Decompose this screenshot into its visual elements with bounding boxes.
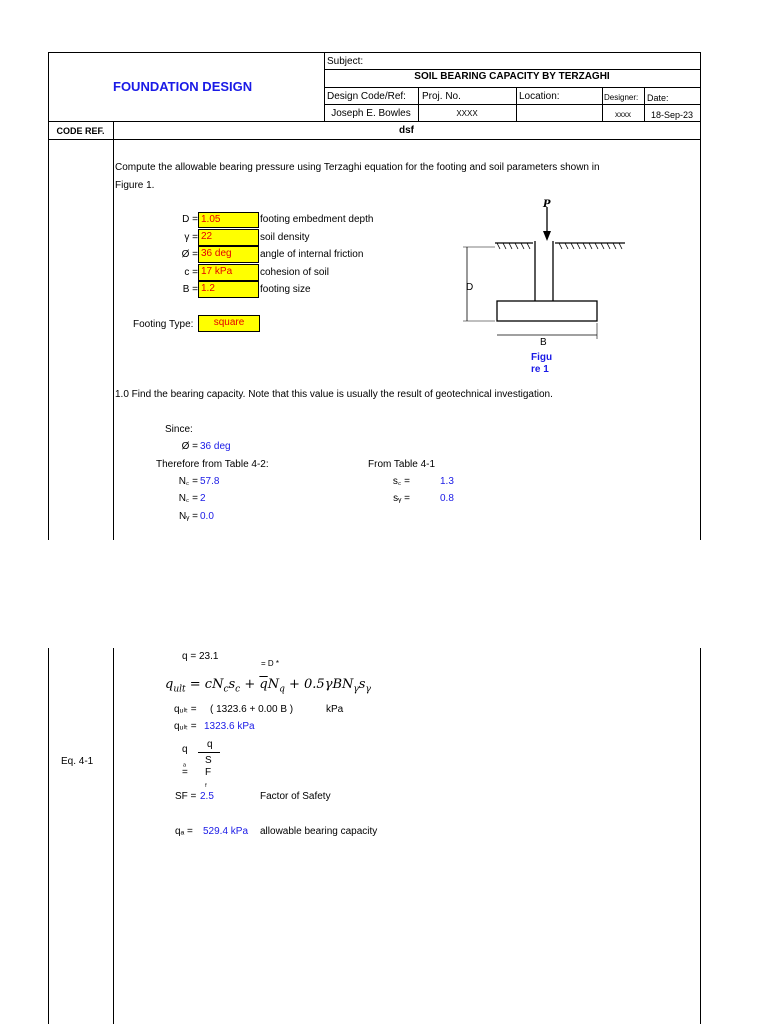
page2-right-border [700,648,701,1024]
proj-no-value: XXXX [456,109,478,118]
ny-label: Nᵧ = [178,511,198,522]
qult-label: qᵤₗₜ = [174,721,197,732]
sf-desc: Factor of Safety [260,791,331,802]
sc-value: 1.3 [440,476,454,487]
param-input-d[interactable]: 1.05 [198,212,259,228]
sc-label: s꜀ = [392,476,410,487]
page2-column-divider [113,648,114,1024]
qult-expr-label: qᵤₗₜ = [174,704,197,715]
proj-no-label: Proj. No. [422,91,461,102]
qult-value: 1323.6 kPa [204,721,255,732]
q-note: = D * [261,659,280,668]
qult-unit: kPa [326,704,344,715]
figure-load-label: P [543,199,551,210]
param-symbol: c = [184,267,198,278]
designer-value: xxxx [615,110,631,119]
fraction-q: q [182,744,188,755]
design-code-label: Design Code/Ref: [327,91,406,102]
fraction-eq: = [182,767,188,778]
design-code-value: Joseph E. Bowles [331,108,411,119]
since-label: Since: [165,424,193,435]
param-desc: angle of internal friction [260,249,364,260]
sy-label: sᵧ = [393,493,410,504]
sheet-name: dsf [399,125,414,136]
figure-depth-label: D [466,282,474,293]
sy-value: 0.8 [440,493,454,504]
intro-line-2: Figure 1. [115,180,155,191]
date-value: 18-Sep-23 [650,110,694,120]
qa-label: qₐ = [175,826,193,837]
q-line: q = 23.1 [182,651,219,662]
subject-value: SOIL BEARING CAPACITY BY TERZAGHI [414,71,610,82]
param-symbol: Ø = [181,249,198,260]
fraction-bar [198,752,220,753]
footing-type-select[interactable]: square [198,315,260,332]
nq-value: 2 [200,493,206,504]
param-input-phi[interactable]: 36 deg [198,246,259,263]
right-border [700,139,701,540]
param-desc: cohesion of soil [260,267,329,278]
fraction-f-sub: ᶠ [205,782,207,791]
table-4-1-ref: From Table 4-1 [368,459,436,470]
param-desc: footing embedment depth [260,214,374,225]
figure-caption-line-2: re 1 [531,364,549,375]
qa-desc: allowable bearing capacity [260,826,378,837]
code-ref-label: CODE REF. [56,126,105,136]
fraction-numerator: q [207,739,213,750]
param-symbol: γ = [184,232,198,243]
equation-reference: Eq. 4-1 [61,756,94,767]
phi-value: 36 deg [200,441,231,452]
qa-value: 529.4 kPa [203,826,249,837]
column-divider [113,139,114,540]
param-symbol: D = [182,214,198,225]
subject-label: Subject: [327,56,364,67]
param-desc: soil density [260,232,310,243]
figure-caption-line-1: Figu [531,352,553,363]
param-symbol: B = [182,284,198,295]
sf-value: 2.5 [200,791,214,802]
fraction-s: S [205,755,212,766]
table-4-2-ref: Therefore from Table 4-2: [156,459,269,470]
footing-diagram [455,195,640,355]
terzaghi-equation: $q_{ult} = cN_cs_c + \overline{q}N_q + 0.5\gamma BN_\gamma s_\gamma$ [165,677,371,695]
date-label: Date: [647,93,669,103]
phi-label: Ø = [181,441,198,452]
footing-type-label: Footing Type: [133,319,194,330]
sf-label: SF = [175,791,197,802]
designer-label: Designer: [604,93,639,102]
param-desc: footing size [260,284,311,295]
step-1-title: 1.0 Find the bearing capacity. Note that this value is usually the result of geotechnical investigation. [115,389,553,400]
left-border [48,139,49,540]
nq-label: N꜀ = [178,493,198,504]
fraction-f: F [205,767,212,778]
fraction-a: ₐ [183,759,186,768]
location-label: Location: [519,91,560,102]
qult-expr: ( 1323.6 + 0.00 B ) [210,704,294,715]
param-input-b[interactable]: 1.2 [198,281,259,298]
param-input-c[interactable]: 17 kPa [198,264,259,281]
figure-width-label: B [540,337,547,348]
param-input-gamma[interactable]: 22 [198,229,259,246]
page-title: FOUNDATION DESIGN [113,79,253,94]
ny-value: 0.0 [200,511,214,522]
page2-left-border [48,648,49,1024]
nc-label: N꜀ = [178,476,198,487]
nc-value: 57.8 [200,476,220,487]
intro-line-1: Compute the allowable bearing pressure using Terzaghi equation for the footing and soil parameters shown in [115,162,600,173]
